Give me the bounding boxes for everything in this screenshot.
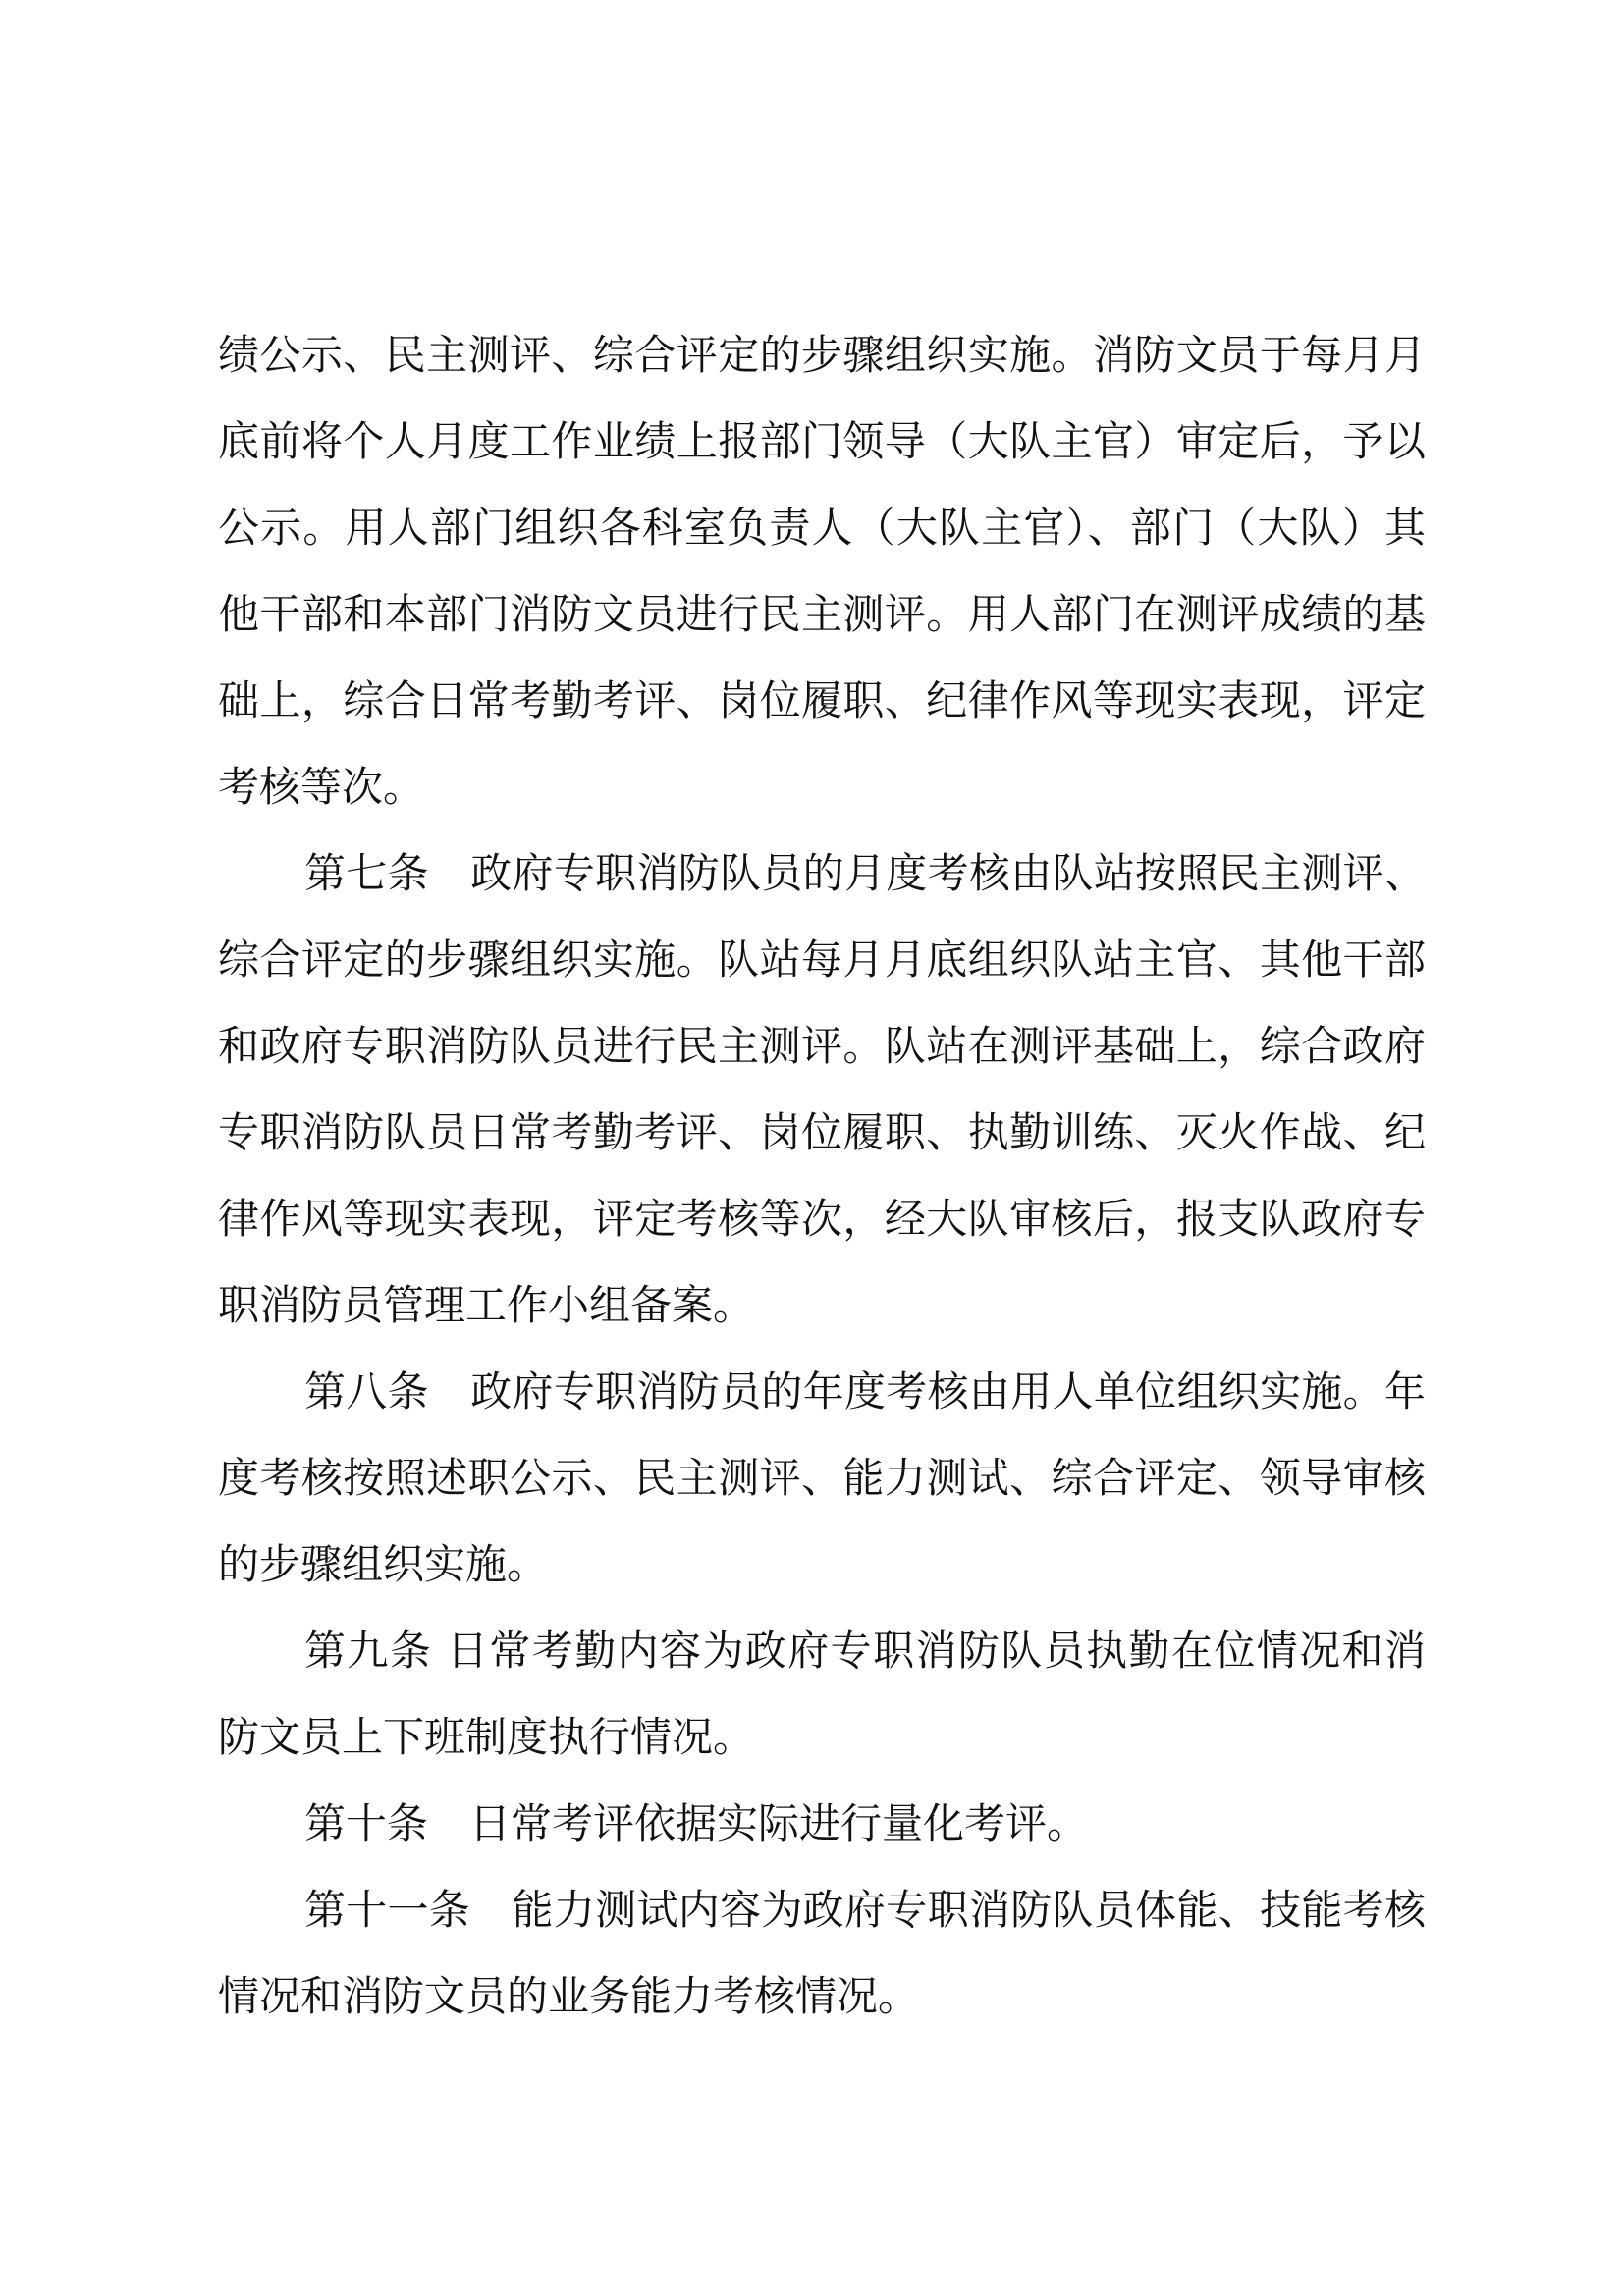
article-11-paragraph: 第十一条 能力测试内容为政府专职消防队员体能、技能考核情况和消防文员的业务能力考核情况。 xyxy=(218,1886,1426,2020)
article-9-paragraph: 第九条 日常考勤内容为政府专职消防队员执勤在位情况和消防文员上下班制度执行情况。 xyxy=(218,1627,1426,1761)
article-8-paragraph: 第八条 政府专职消防员的年度考核由用人单位组织实施。年度考核按照述职公示、民主测评、能力测试、综合评定、领导审核的步骤组织实施。 xyxy=(218,1367,1426,1588)
article-7-paragraph: 第七条 政府专职消防队员的月度考核由队站按照民主测评、综合评定的步骤组织实施。队站每月月底组织队站主官、其他干部和政府专职消防队员进行民主测评。队站在测评基础上，综合政府专职消防队员日常考勤考评、岗位履职、执勤训练、灭火作战、纪律作风等现实表现，评定考核等次，经大队审核后，报支队政府专职消防员管理工作小组备案。 xyxy=(218,849,1426,1329)
document-page xyxy=(218,312,1426,2040)
article-10-paragraph: 第十条 日常考评依据实际进行量化考评。 xyxy=(304,1799,1089,1847)
paragraph-assessment-steps: 绩公示、民主测评、综合评定的步骤组织实施。消防文员于每月月底前将个人月度工作业绩上报部门领导（大队主官）审定后，予以公示。用人部门组织各科室负责人（大队主官）、部门（大队）其他干部和本部门消防文员进行民主测评。用人部门在测评成绩的基础上，综合日常考勤考评、岗位履职、纪律作风等现实表现，评定考核等次。 xyxy=(218,331,1426,811)
